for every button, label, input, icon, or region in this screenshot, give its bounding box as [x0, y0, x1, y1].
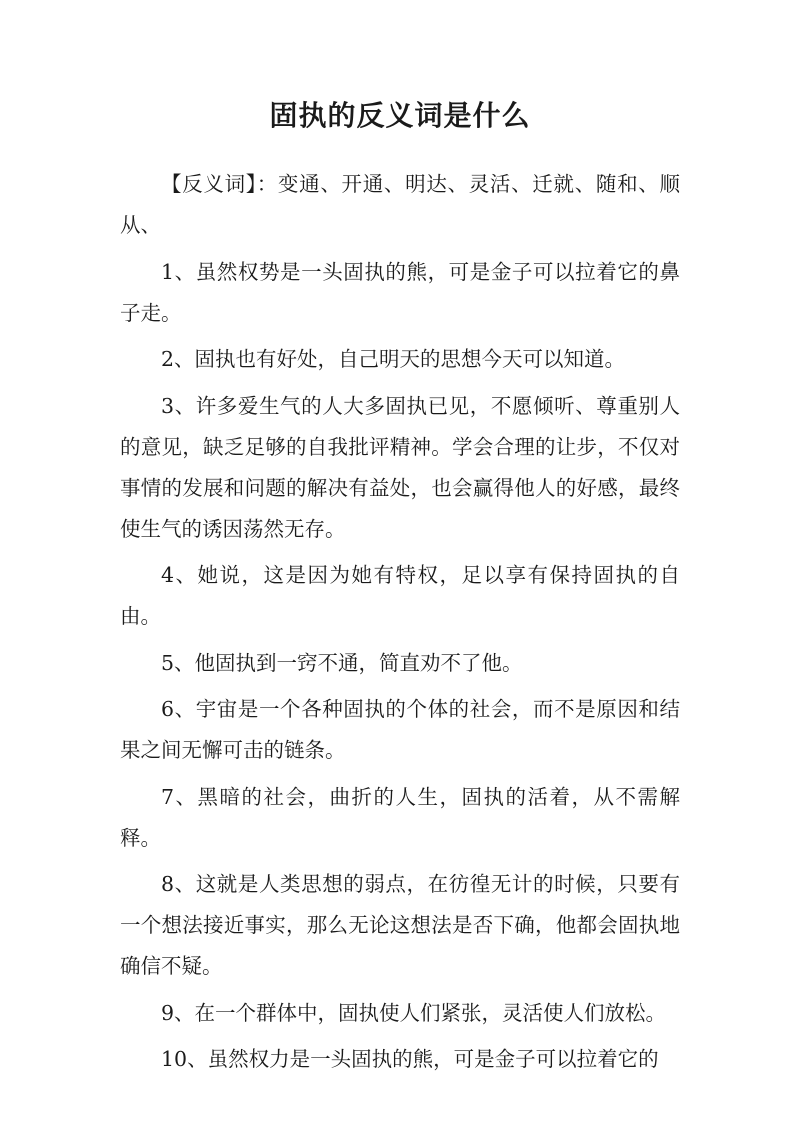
paragraph-2: 2、固执也有好处，自己明天的思想今天可以知道。	[161, 347, 626, 371]
paragraph-7: 7、黑暗的社会，曲折的人生，固执的活着，从不需解释。	[120, 784, 680, 850]
paragraph-9: 9、在一个群体中，固执使人们紧张，灵活使人们放松。	[161, 1000, 667, 1025]
paragraph-antonyms: 【反义词】：变通、开通、明达、灵活、迁就、随和、顺从、	[120, 172, 680, 237]
paragraph-5: 5、他固执到一窍不通，简直劝不了他。	[161, 650, 523, 675]
paragraph-4: 4、她说，这是因为她有特权，足以享有保持固执的自由。	[120, 563, 680, 628]
paragraph-3: 3、许多爱生气的人大多固执已见，不愿倾听、尊重别人的意见，缺乏足够的自我批评精神。学会合理的让步，不仅对事情的发展和问题的解决有益处，也会赢得他人的好感，最终使生气的诱因荡然无存。	[120, 393, 680, 541]
paragraph-10: 10、虽然权力是一头固执的熊，可是金子可以拉着它的	[161, 1047, 659, 1071]
paragraph-1: 1、虽然权势是一头固执的熊，可是金子可以拉着它的鼻子走。	[120, 259, 680, 325]
paragraph-8: 8、这就是人类思想的弱点，在彷徨无计的时候，只要有一个想法接近事实，那么无论这想法是否下确，他都会固执地确信不疑。	[120, 872, 680, 978]
document-title: 固执的反义词是什么	[269, 99, 531, 132]
paragraph-6: 6、宇宙是一个各种固执的个体的社会，而不是原因和结果之间无懈可击的链条。	[120, 697, 680, 762]
